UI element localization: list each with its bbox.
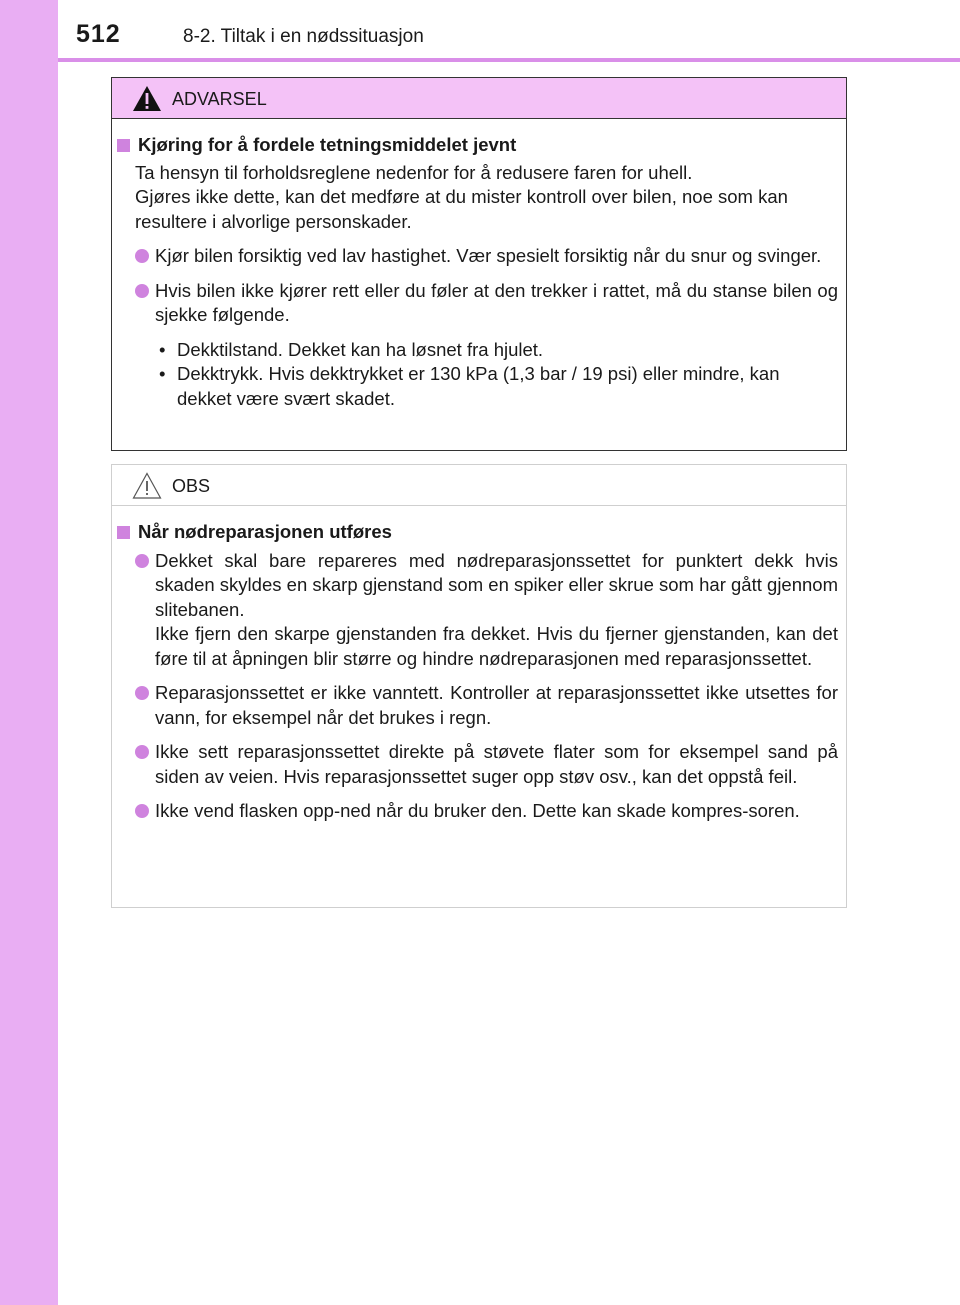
- warning-bullet-text: Hvis bilen ikke kjører rett eller du føler at den trekker i rattet, må du stanse bilen og sjekke følgende.: [155, 279, 838, 325]
- notice-bullet-text-continued: Ikke fjern den skarpe gjenstanden fra dekket. Hvis du fjerner gjenstanden, kan det føre til at åpningen blir større og hindre nødreparasjonen med reparasjonssettet.: [155, 623, 838, 669]
- caution-triangle-outline-icon: [132, 472, 162, 499]
- warning-bullet: [117, 244, 838, 269]
- notice-bullet: [117, 799, 838, 824]
- notice-box-header: [112, 465, 846, 506]
- side-margin-strip: [0, 0, 58, 1305]
- warning-body: [112, 119, 846, 411]
- round-bullet-icon: [135, 686, 149, 700]
- warning-subitem-text: Dekktrykk. Hvis dekktrykket er 130 kPa (1,3 bar / 19 psi) eller mindre, kan dekket være svært skadet.: [177, 363, 780, 409]
- warning-intro-line-2: Gjøres ikke dette, kan det medføre at du mister kontroll over bilen, noe som kan resultere i alvorlige personskader.: [135, 186, 788, 232]
- warning-box-header: [112, 78, 846, 119]
- warning-subitem-text: Dekktilstand. Dekket kan ha løsnet fra hjulet.: [177, 338, 544, 360]
- warning-subitem: [117, 362, 838, 411]
- warning-intro-line-1: Ta hensyn til forholdsreglene nedenfor for å redusere faren for uhell.: [135, 161, 693, 183]
- warning-bullet: [117, 279, 838, 328]
- notice-bullet-text: Ikke sett reparasjonssettet direkte på støvete flater som for eksempel sand på siden av veien. Hvis reparasjonssettet suger opp støv osv., kan det oppstå feil.: [155, 741, 838, 787]
- notice-heading-text: Når nødreparasjonen utføres: [138, 521, 392, 542]
- notice-box: [111, 464, 847, 908]
- notice-bullet-text: Ikke vend flasken opp-ned når du bruker den. Dette kan skade kompres-soren.: [155, 800, 800, 821]
- small-dot-icon: •: [159, 363, 166, 384]
- notice-bullet: [117, 681, 838, 730]
- round-bullet-icon: [135, 284, 149, 298]
- page-number: 512: [76, 20, 121, 48]
- warning-heading: [117, 133, 838, 158]
- section-title: 8-2. Tiltak i en nødssituasjon: [183, 26, 424, 47]
- notice-label: OBS: [172, 476, 211, 496]
- warning-triangle-icon: [132, 85, 162, 112]
- warning-sublist: [117, 338, 838, 412]
- round-bullet-icon: [135, 804, 149, 818]
- square-bullet-icon: [117, 139, 130, 152]
- small-dot-icon: •: [159, 338, 166, 360]
- round-bullet-icon: [135, 249, 149, 263]
- notice-bullet-content: [155, 549, 838, 672]
- square-bullet-icon: [117, 526, 130, 539]
- round-bullet-icon: [135, 554, 149, 568]
- notice-bullet-text: Dekket skal bare repareres med nødreparasjonssettet for punktert dekk hvis skaden skyldes en skarp gjenstand som en spiker eller skrue som har gått gjennom slitebanen.: [155, 549, 838, 620]
- warning-subitem: [117, 338, 838, 363]
- header-rule: [58, 58, 960, 62]
- notice-bullet: [117, 549, 838, 672]
- warning-bullet-text: Kjør bilen forsiktig ved lav hastighet. Vær spesielt forsiktig når du snur og svinger.: [155, 245, 822, 266]
- warning-heading-text: Kjøring for å fordele tetningsmiddelet jevnt: [138, 134, 517, 155]
- warning-label: ADVARSEL: [172, 89, 267, 109]
- notice-bullet: [117, 740, 838, 789]
- notice-heading: [117, 520, 838, 545]
- warning-box: [111, 77, 847, 451]
- notice-bullet-text: Reparasjonssettet er ikke vanntett. Kontroller at reparasjonssettet ikke utsettes for vann, for eksempel når det brukes i regn.: [155, 682, 838, 728]
- round-bullet-icon: [135, 745, 149, 759]
- notice-body: [112, 506, 846, 824]
